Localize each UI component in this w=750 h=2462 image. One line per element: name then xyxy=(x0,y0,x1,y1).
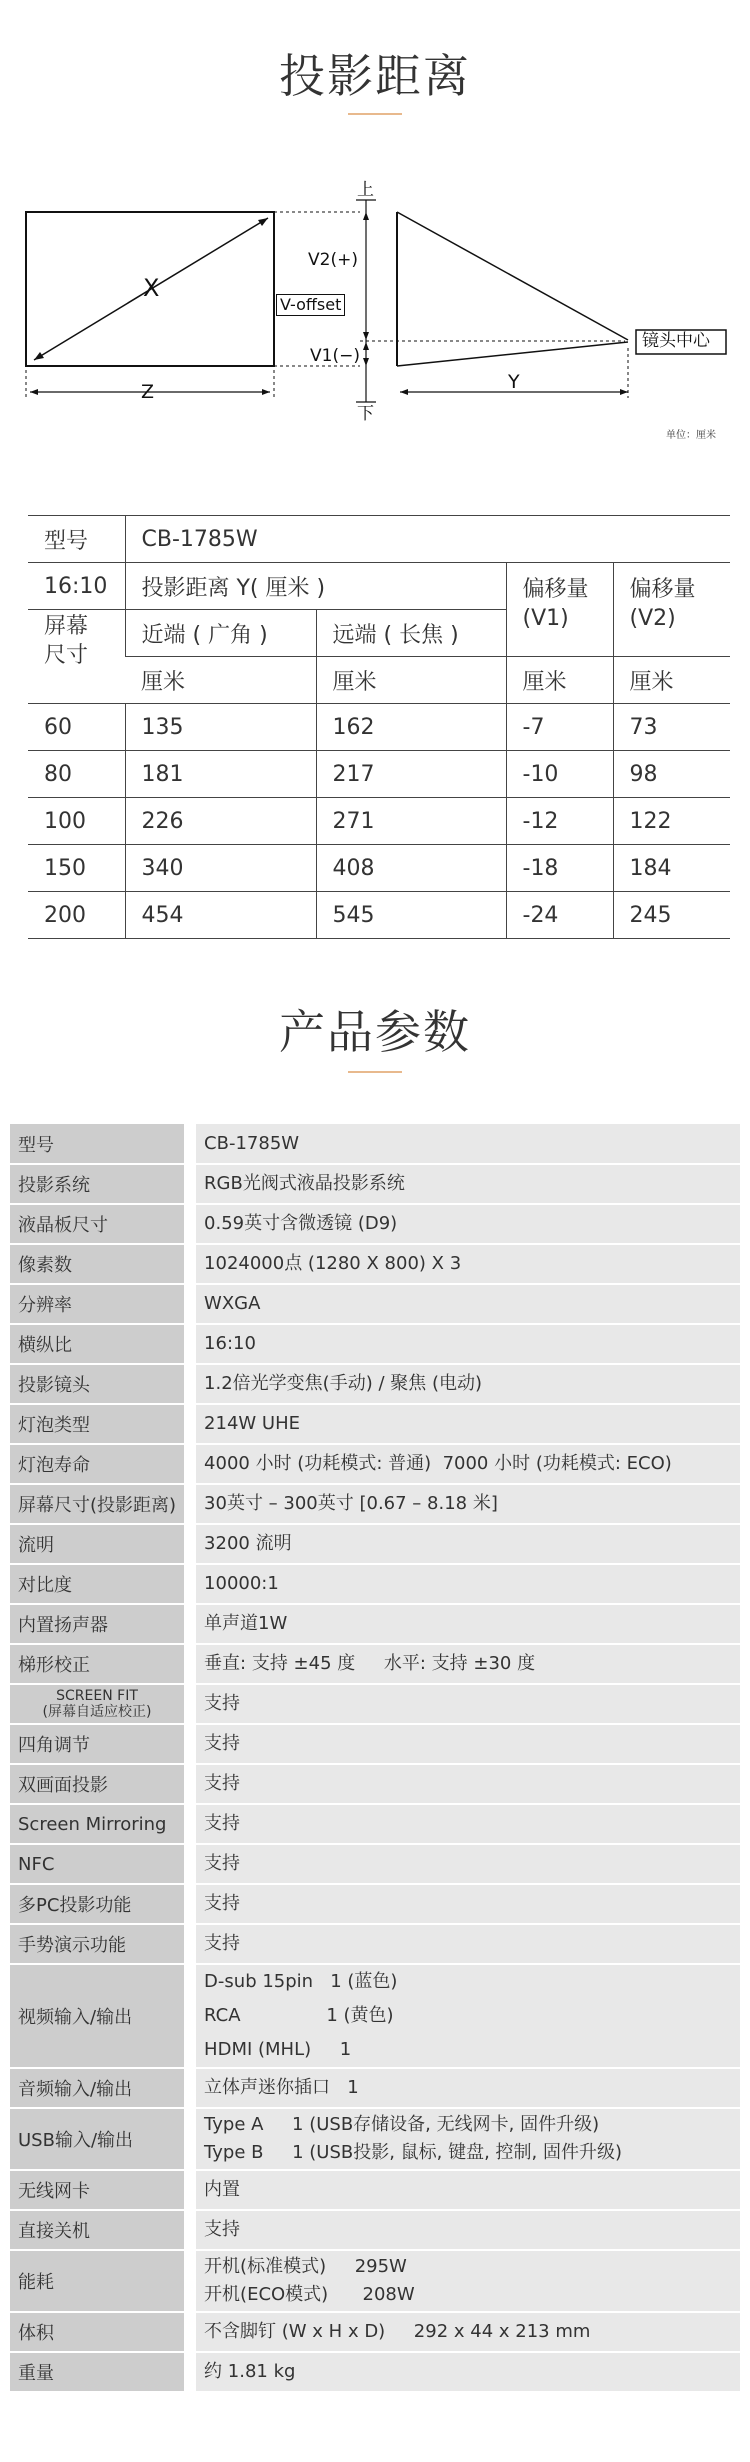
spec-key: 视频输入/输出 xyxy=(10,1964,190,2068)
spec-row xyxy=(10,1724,740,1764)
spec-value-line: 开机(ECO模式) 208W xyxy=(204,2284,415,2305)
offset-v2-header: 偏移量 (V2) xyxy=(613,563,730,657)
spec-key: SCREEN FIT (屏幕自适应校正) xyxy=(10,1684,190,1724)
spec-value xyxy=(190,2352,740,2392)
spec-value xyxy=(190,1444,740,1484)
spec-value xyxy=(190,1604,740,1644)
spec-value-line: D-sub 15pin 1 (蓝色) xyxy=(204,1971,398,1992)
spec-value-line: CB-1785W xyxy=(204,1132,300,1154)
table-cell: 200 xyxy=(28,892,125,939)
spec-row xyxy=(10,2250,740,2312)
spec-value-line: 16:10 xyxy=(204,1333,256,1354)
spec-key: 音频输入/输出 xyxy=(10,2068,190,2108)
spec-value-line: 立体声迷你插口 1 xyxy=(204,2077,359,2098)
spec-row xyxy=(10,1884,740,1924)
spec-key: 像素数 xyxy=(10,1244,190,1284)
spec-key: 屏幕尺寸(投影距离) xyxy=(10,1484,190,1524)
table-cell: 408 xyxy=(316,845,506,892)
spec-key: 投影系统 xyxy=(10,1164,190,1204)
table-row xyxy=(28,516,730,563)
spec-row xyxy=(10,2312,740,2352)
table-row xyxy=(28,798,730,845)
spec-key: 灯泡类型 xyxy=(10,1404,190,1444)
spec-value xyxy=(190,2312,740,2352)
spec-value xyxy=(190,1204,740,1244)
v-offset-label: V-offset xyxy=(276,294,345,316)
spec-value xyxy=(190,1524,740,1564)
spec-value xyxy=(190,1364,740,1404)
y-label: Y xyxy=(508,371,520,393)
table-cell: 340 xyxy=(125,845,316,892)
spec-value-line: 支持 xyxy=(204,1773,241,1794)
spec-value-line: 支持 xyxy=(204,1813,241,1834)
spec-value-line: WXGA xyxy=(204,1293,261,1314)
spec-row xyxy=(10,1124,740,1164)
spec-row xyxy=(10,1564,740,1604)
spec-row xyxy=(10,2210,740,2250)
top-label: 上 xyxy=(357,180,374,200)
spec-value-line: 垂直: 支持 ±45 度 水平: 支持 ±30 度 xyxy=(204,1653,536,1674)
spec-value xyxy=(190,1284,740,1324)
table-row xyxy=(28,704,730,751)
spec-key: 直接关机 xyxy=(10,2210,190,2250)
z-label: Z xyxy=(141,381,155,403)
spec-key: 灯泡寿命 xyxy=(10,1444,190,1484)
spec-value xyxy=(190,1324,740,1364)
spec-row xyxy=(10,1964,740,2068)
table-cell: 184 xyxy=(613,845,730,892)
spec-value-line: 单声道1W xyxy=(204,1613,288,1634)
spec-value-line: RCA 1 (黄色) xyxy=(204,2005,394,2026)
spec-row xyxy=(10,1244,740,1284)
projection-diagram-svg xyxy=(0,170,750,460)
spec-value xyxy=(190,1724,740,1764)
spec-value xyxy=(190,1124,740,1164)
spec-row xyxy=(10,1204,740,1244)
table-cell: 80 xyxy=(28,751,125,798)
spec-value xyxy=(190,1164,740,1204)
spec-row xyxy=(10,1644,740,1684)
spec-value-line: 支持 xyxy=(204,1933,241,1954)
spec-value xyxy=(190,1804,740,1844)
spec-value xyxy=(190,1644,740,1684)
spec-row xyxy=(10,1444,740,1484)
spec-value xyxy=(190,1684,740,1724)
table-cell: 271 xyxy=(316,798,506,845)
spec-value-line: 3200 流明 xyxy=(204,1533,292,1554)
table-cell: 162 xyxy=(316,704,506,751)
throw-header: 投影距离 Y( 厘米 ) xyxy=(125,563,506,610)
spec-row xyxy=(10,1524,740,1564)
table-cell: 181 xyxy=(125,751,316,798)
unit-cell: 厘米 xyxy=(613,657,730,704)
table-cell: 98 xyxy=(613,751,730,798)
far-header: 远端 ( 长焦 ) xyxy=(316,610,506,657)
spec-value xyxy=(190,2068,740,2108)
spec-section-title: 产品参数 xyxy=(279,1005,471,1059)
spec-key: 能耗 xyxy=(10,2250,190,2312)
spec-value-line: 214W UHE xyxy=(204,1413,301,1434)
spec-key: 无线网卡 xyxy=(10,2170,190,2210)
table-row xyxy=(28,563,730,610)
spec-value-line: RGB光阀式液晶投影系统 xyxy=(204,1173,405,1194)
spec-row xyxy=(10,1364,740,1404)
spec-value-line: 约 1.81 kg xyxy=(204,2361,296,2382)
table-row xyxy=(28,657,730,704)
spec-key: 体积 xyxy=(10,2312,190,2352)
spec-key: 手势演示功能 xyxy=(10,1924,190,1964)
spec-key: 横纵比 xyxy=(10,1324,190,1364)
spec-value-line: 支持 xyxy=(204,1733,241,1754)
spec-row xyxy=(10,1604,740,1644)
spec-value-line: 支持 xyxy=(204,1853,241,1874)
spec-value xyxy=(190,2170,740,2210)
unit-cell: 厘米 xyxy=(316,657,506,704)
spec-value xyxy=(190,1564,740,1604)
table-cell: 226 xyxy=(125,798,316,845)
spec-row xyxy=(10,1404,740,1444)
spec-key: Screen Mirroring xyxy=(10,1804,190,1844)
spec-row xyxy=(10,1764,740,1804)
table-cell: -18 xyxy=(506,845,613,892)
spec-value xyxy=(190,1244,740,1284)
spec-row xyxy=(10,1844,740,1884)
spec-row xyxy=(10,2352,740,2392)
spec-value xyxy=(190,1844,740,1884)
near-header: 近端 ( 广角 ) xyxy=(125,610,316,657)
spec-value-line: 0.59英寸含微透镜 (D9) xyxy=(204,1213,398,1234)
spec-row xyxy=(10,1284,740,1324)
throw-distance-table xyxy=(28,515,730,939)
table-row xyxy=(28,892,730,939)
title-underline xyxy=(348,1071,402,1073)
spec-value xyxy=(190,2210,740,2250)
title-underline xyxy=(348,113,402,115)
spec-value xyxy=(190,1924,740,1964)
spec-value-line: 4000 小时 (功耗模式: 普通) 7000 小时 (功耗模式: ECO) xyxy=(204,1453,672,1474)
model-label: 型号 xyxy=(28,516,125,563)
spec-key: 液晶板尺寸 xyxy=(10,1204,190,1244)
spec-key: 分辨率 xyxy=(10,1284,190,1324)
spec-value xyxy=(190,1884,740,1924)
spec-value xyxy=(190,1764,740,1804)
spec-row xyxy=(10,1324,740,1364)
spec-row xyxy=(10,2108,740,2170)
spec-value-line: HDMI (MHL) 1 xyxy=(204,2039,352,2060)
spec-value-line: 1024000点 (1280 X 800) X 3 xyxy=(204,1253,462,1274)
table-cell: 245 xyxy=(613,892,730,939)
projection-diagram xyxy=(0,170,750,460)
spec-value-line: 开机(标准模式) 295W xyxy=(204,2256,407,2277)
spec-value-line: 支持 xyxy=(204,1893,241,1914)
table-cell: 135 xyxy=(125,704,316,751)
spec-value-line: 30英寸 – 300英寸 [0.67 – 8.18 米] xyxy=(204,1493,498,1514)
spec-row xyxy=(10,2068,740,2108)
spec-key: 型号 xyxy=(10,1124,190,1164)
spec-value-line: Type A 1 (USB存储设备, 无线网卡, 固件升级) xyxy=(204,2114,600,2135)
spec-value xyxy=(190,2108,740,2170)
spec-key: USB输入/输出 xyxy=(10,2108,190,2170)
spec-key: 流明 xyxy=(10,1524,190,1564)
table-cell: -24 xyxy=(506,892,613,939)
spec-row xyxy=(10,1484,740,1524)
spec-value-line: Type B 1 (USB投影, 鼠标, 键盘, 控制, 固件升级) xyxy=(204,2142,623,2163)
spec-table xyxy=(10,1124,740,2393)
table-cell: 60 xyxy=(28,704,125,751)
table-cell: 150 xyxy=(28,845,125,892)
unit-cell: 厘米 xyxy=(125,657,316,704)
table-row xyxy=(28,751,730,798)
v2-label: V2(+) xyxy=(308,250,358,270)
spec-key: NFC xyxy=(10,1844,190,1884)
spec-value xyxy=(190,1404,740,1444)
unit-note: 单位：厘米 xyxy=(666,430,716,441)
bottom-label: 下 xyxy=(357,404,374,424)
offset-v1-header: 偏移量 (V1) xyxy=(506,563,613,657)
ratio-label: 16:10 xyxy=(28,563,125,610)
spec-value xyxy=(190,2250,740,2312)
spec-key: 投影镜头 xyxy=(10,1364,190,1404)
table-cell: 100 xyxy=(28,798,125,845)
spec-value-line: 不含脚钉 (W x H x D) 292 x 44 x 213 mm xyxy=(204,2321,591,2342)
table-cell: 73 xyxy=(613,704,730,751)
distance-section-title: 投影距离 xyxy=(279,49,471,103)
spec-key: 内置扬声器 xyxy=(10,1604,190,1644)
spec-row xyxy=(10,1684,740,1724)
spec-value-line: 1.2倍光学变焦(手动) / 聚焦 (电动) xyxy=(204,1373,482,1394)
lens-center-label: 镜头中心 xyxy=(642,331,710,351)
spec-key: 四角调节 xyxy=(10,1724,190,1764)
table-cell: -7 xyxy=(506,704,613,751)
spec-row xyxy=(10,1164,740,1204)
spec-key: 对比度 xyxy=(10,1564,190,1604)
x-label: X xyxy=(143,274,160,302)
v1-label: V1(−) xyxy=(310,346,360,366)
model-value: CB-1785W xyxy=(125,516,730,563)
spec-row xyxy=(10,2170,740,2210)
table-cell: -10 xyxy=(506,751,613,798)
screen-size-label: 屏幕 尺寸 xyxy=(28,610,125,704)
spec-key: 重量 xyxy=(10,2352,190,2392)
spec-key: 双画面投影 xyxy=(10,1764,190,1804)
spec-value-line: 10000:1 xyxy=(204,1573,279,1594)
spec-row xyxy=(10,1924,740,1964)
table-cell: -12 xyxy=(506,798,613,845)
table-cell: 545 xyxy=(316,892,506,939)
spec-value-line: 支持 xyxy=(204,2219,241,2240)
table-row xyxy=(28,845,730,892)
spec-value xyxy=(190,1484,740,1524)
spec-value xyxy=(190,1964,740,2068)
spec-key: 多PC投影功能 xyxy=(10,1884,190,1924)
table-cell: 217 xyxy=(316,751,506,798)
table-cell: 122 xyxy=(613,798,730,845)
spec-key: 梯形校正 xyxy=(10,1644,190,1684)
table-cell: 454 xyxy=(125,892,316,939)
spec-value-line: 支持 xyxy=(204,1693,241,1714)
spec-row xyxy=(10,1804,740,1844)
spec-value-line: 内置 xyxy=(204,2179,241,2200)
unit-cell: 厘米 xyxy=(506,657,613,704)
